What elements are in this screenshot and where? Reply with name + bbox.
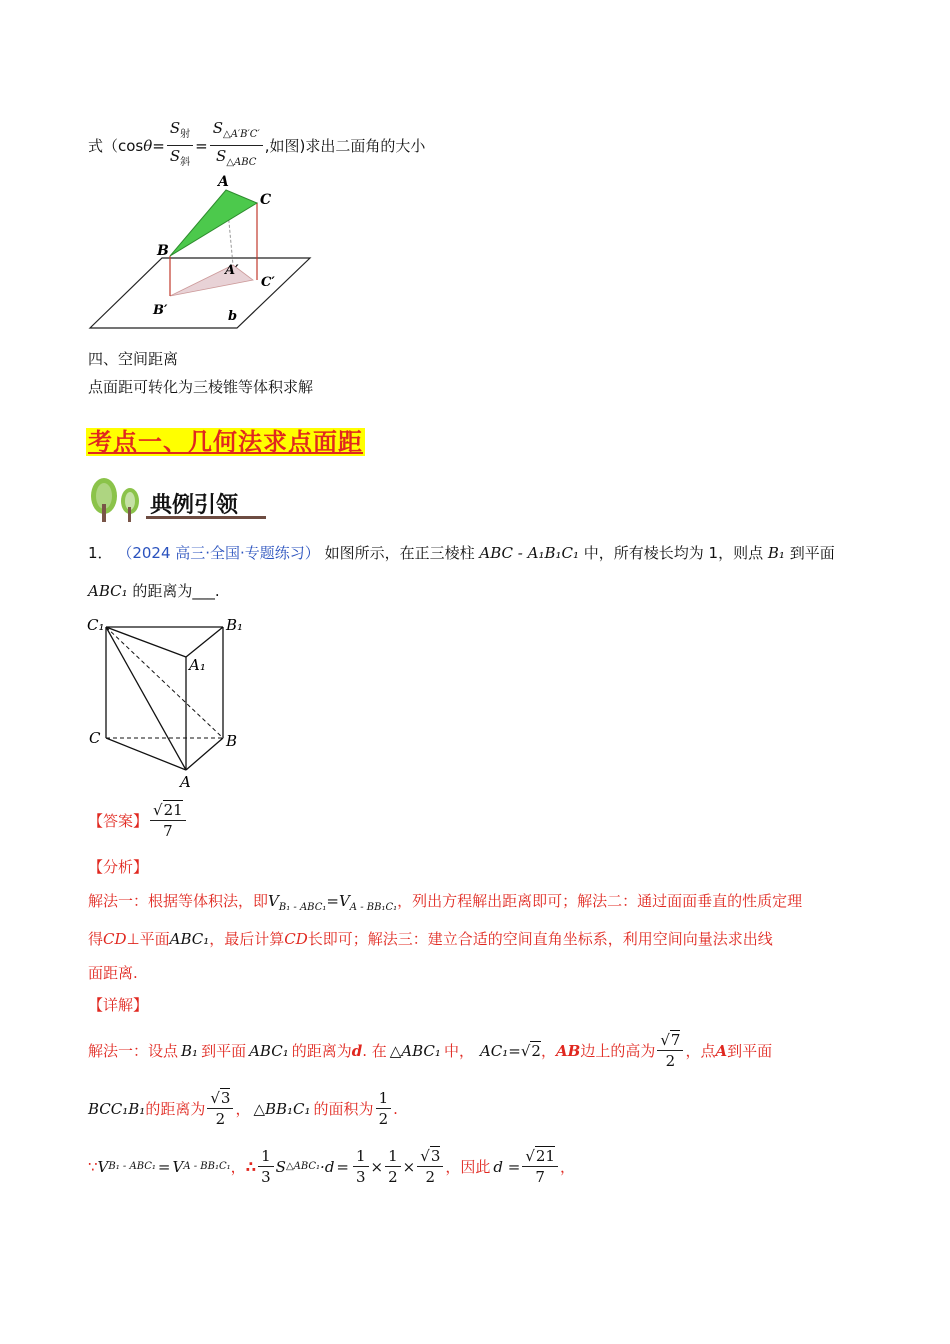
label-A: A <box>218 174 229 190</box>
detail-line-2 <box>88 1088 398 1129</box>
times-sign: × <box>402 1157 416 1176</box>
analysis-text: 得 <box>88 930 104 948</box>
problem-line-2 <box>88 580 220 602</box>
section-text: 点面距可转化为三棱锥等体积求解 <box>88 378 314 396</box>
segment-cd: CD <box>103 930 127 948</box>
analysis-text: 长即可；解法三：建立合适的空间直角坐标系，利用空间向量法求出线 <box>307 930 773 948</box>
result-denominator: 7 <box>535 1168 545 1186</box>
answer-denominator: 7 <box>163 822 173 840</box>
detail-line-1: 解法一：设点 B₁ 到平面 ABC₁ 的距离为 d . 在 △ABC₁ 中， AC₁ = √2 ， AB 边上的高为 $\frac{√7}{2}$ ，点 A 到平面 <box>88 1031 773 1070</box>
theta-symbol: θ <box>143 136 153 155</box>
volume-v: V <box>172 1157 184 1176</box>
segment-cd: CD <box>284 930 308 948</box>
problem-text: 如图所示，在正三棱柱 <box>324 544 475 562</box>
point-b1: B₁ <box>181 1041 199 1060</box>
label-B: B <box>157 243 169 259</box>
point-a: A <box>715 1041 728 1060</box>
topic-heading <box>86 426 365 458</box>
height-denominator: 2 <box>665 1052 676 1070</box>
volume-sub: B₁ - ABC₁ <box>278 902 327 913</box>
detail-text: ， <box>235 1099 251 1118</box>
volume-sub: A - BB₁C₁ <box>349 902 398 913</box>
analysis-line-1 <box>88 890 802 919</box>
height-fraction: $\frac{√7}{2}$ <box>657 1030 683 1071</box>
fraction-denominator: 2 <box>425 1168 436 1186</box>
triangle-abc1: △ABC₁ <box>389 1041 441 1060</box>
label-C1: C₁ <box>87 616 105 634</box>
distance-denominator: 2 <box>215 1110 226 1128</box>
prism-name: ABC - A₁B₁C₁ <box>479 544 579 562</box>
fraction-numerator: 1 <box>353 1146 369 1167</box>
label-A: A <box>180 773 191 790</box>
plane-name: ABC₁ <box>249 1041 289 1060</box>
detail-text: ， <box>230 1157 246 1176</box>
analysis-label: 【分析】 <box>88 858 149 876</box>
prism-figure <box>85 610 255 790</box>
plane-name: ABC₁ <box>88 582 128 600</box>
detail-text: ，点 <box>685 1041 716 1060</box>
therefore-symbol: ∴ <box>245 1157 257 1176</box>
problem-text: 的距离为___. <box>132 582 220 600</box>
tree-icon <box>88 474 148 524</box>
label-C: C <box>260 192 272 208</box>
answer-line <box>88 800 188 841</box>
detail-text: 到平面 <box>201 1041 247 1060</box>
analysis-text: ⊥平面 <box>126 930 170 948</box>
topic-heading-text: 考点一、几何法求点面距 <box>88 428 363 456</box>
detail-label: 【详解】 <box>88 996 149 1014</box>
area-sub: △ABC₁ <box>285 1160 321 1172</box>
fraction-denominator: 3 <box>261 1168 271 1186</box>
equals-sign: = <box>152 136 165 155</box>
section-heading: 四、空间距离 <box>88 350 179 368</box>
label-B: B <box>226 732 238 750</box>
label-C: C <box>89 729 101 747</box>
detail-text: . <box>393 1099 398 1118</box>
analysis-line-3: 面距离. <box>88 964 138 982</box>
s-symbol: S <box>216 147 227 165</box>
label-C-prime: C′ <box>261 275 275 290</box>
detail-text: 解法一：设点 <box>88 1041 179 1060</box>
s-symbol: S <box>169 119 181 137</box>
intro-prefix: 式（cos <box>88 136 144 155</box>
fraction-numerator: 1 <box>385 1146 401 1167</box>
ac1-value: 2 <box>531 1041 541 1060</box>
s-symbol: S <box>212 119 223 137</box>
example-banner <box>88 474 273 524</box>
label-B1: B₁ <box>226 616 244 634</box>
equals-sign: = <box>195 136 208 155</box>
example-banner-title: 典例引领 <box>150 493 239 518</box>
analysis-line-2 <box>88 928 773 950</box>
equals-sign: = <box>336 1157 349 1176</box>
detail-text: 边上的高为 <box>580 1041 656 1060</box>
detail-text: 的距离为 <box>291 1041 352 1060</box>
fraction-denominator: 2 <box>388 1168 398 1186</box>
detail-text: 的距离为 <box>145 1099 206 1118</box>
projected-triangle <box>170 265 253 296</box>
fraction-numerator: 3 <box>430 1147 441 1165</box>
problem-number: 1． <box>88 544 113 562</box>
s-proj-sub: 射 <box>180 129 191 140</box>
area-fraction <box>376 1088 392 1129</box>
face-bcc1b1: BCC₁B₁ <box>88 1099 146 1118</box>
problem-source: （2024 高三·全国·专题练习） <box>117 544 320 562</box>
answer-label: 【答案】 <box>88 811 149 830</box>
triangle-bb1c1: △BB₁C₁ <box>253 1099 311 1118</box>
equals-sign: = <box>157 1157 171 1176</box>
detail-text: ， <box>540 1041 556 1060</box>
plane-name: ABC₁ <box>169 930 210 948</box>
analysis-text: 解法一：根据等体积法，即 <box>88 892 269 910</box>
volume-v: V <box>268 892 279 910</box>
s-symbol: S <box>169 147 181 165</box>
equals-sign: = <box>508 1041 521 1060</box>
volume-sub: B₁ - ABC₁ <box>108 1160 156 1172</box>
distance-numerator: 3 <box>220 1089 231 1107</box>
height-numerator: 7 <box>670 1031 681 1049</box>
area-numerator: 1 <box>376 1088 392 1109</box>
projection-formula-line <box>88 118 425 173</box>
analysis-text: ，最后计算 <box>209 930 285 948</box>
detail-text: 中， <box>443 1041 474 1060</box>
s-oblique-sub: 斜 <box>180 157 191 168</box>
problem-text: 中，所有棱长均为 1，则点 <box>583 544 764 562</box>
detail-text: 的面积为 <box>313 1099 374 1118</box>
distance-fraction: $\frac{√3}{2}$ <box>207 1088 233 1129</box>
fraction-denominator: 3 <box>356 1168 366 1186</box>
detail-text: 到平面 <box>727 1041 773 1060</box>
area-denominator: 2 <box>378 1110 389 1128</box>
detail-text: ，因此 <box>445 1157 491 1176</box>
fraction-numerator: 1 <box>258 1146 274 1167</box>
spatial-triangle <box>170 190 257 256</box>
area-s: S <box>275 1157 286 1176</box>
segment-ac1: AC₁ <box>479 1041 509 1060</box>
times-sign: × <box>370 1157 384 1176</box>
volume-sub: A - BB₁C₁ <box>183 1160 231 1172</box>
analysis-text: ，列出方程解出距离即可；解法二：通过面面垂直的性质定理 <box>397 892 803 910</box>
detail-text: . 在 <box>362 1041 387 1060</box>
one-third-fraction <box>258 1146 274 1187</box>
because-symbol: ∵ <box>88 1157 98 1176</box>
volume-v: V <box>338 892 350 910</box>
result-fraction: $\frac{√21}{7}$ <box>522 1146 558 1187</box>
plane-parallelogram <box>90 258 310 328</box>
intro-suffix: ,如图)求出二面角的大小 <box>264 136 426 155</box>
answer-numerator: 21 <box>163 801 183 819</box>
problem-line-1 <box>88 542 835 564</box>
label-A-prime: A′ <box>225 263 239 278</box>
problem-text: 到平面 <box>789 544 835 562</box>
one-half-fraction <box>385 1146 401 1187</box>
one-third-fraction <box>353 1146 369 1187</box>
answer-fraction: $\frac{√21}{7}$ <box>150 800 186 841</box>
label-B-prime: B′ <box>153 303 168 318</box>
s-proj-tri-sub: △A′B′C′ <box>223 129 260 140</box>
point-b1: B₁ <box>767 544 785 562</box>
area-ratio-fraction <box>210 118 263 173</box>
equals-sign: = <box>326 892 339 910</box>
result-numerator: 21 <box>535 1147 555 1165</box>
s-tri-sub: △ABC <box>226 157 257 168</box>
proj-ratio-fraction <box>167 118 193 173</box>
times-d: ·d <box>320 1157 335 1176</box>
distance-d: d <box>351 1041 363 1060</box>
d-equals: d = <box>493 1157 521 1176</box>
sqrt3-half-fraction: $\frac{√3}{2}$ <box>417 1146 443 1187</box>
label-A1: A₁ <box>189 656 206 674</box>
segment-ab: AB <box>555 1041 581 1060</box>
detail-line-3 <box>88 1146 575 1187</box>
projection-figure <box>85 168 315 333</box>
volume-v: V <box>97 1157 109 1176</box>
detail-text: ， <box>559 1157 575 1176</box>
label-b: b <box>228 309 238 324</box>
